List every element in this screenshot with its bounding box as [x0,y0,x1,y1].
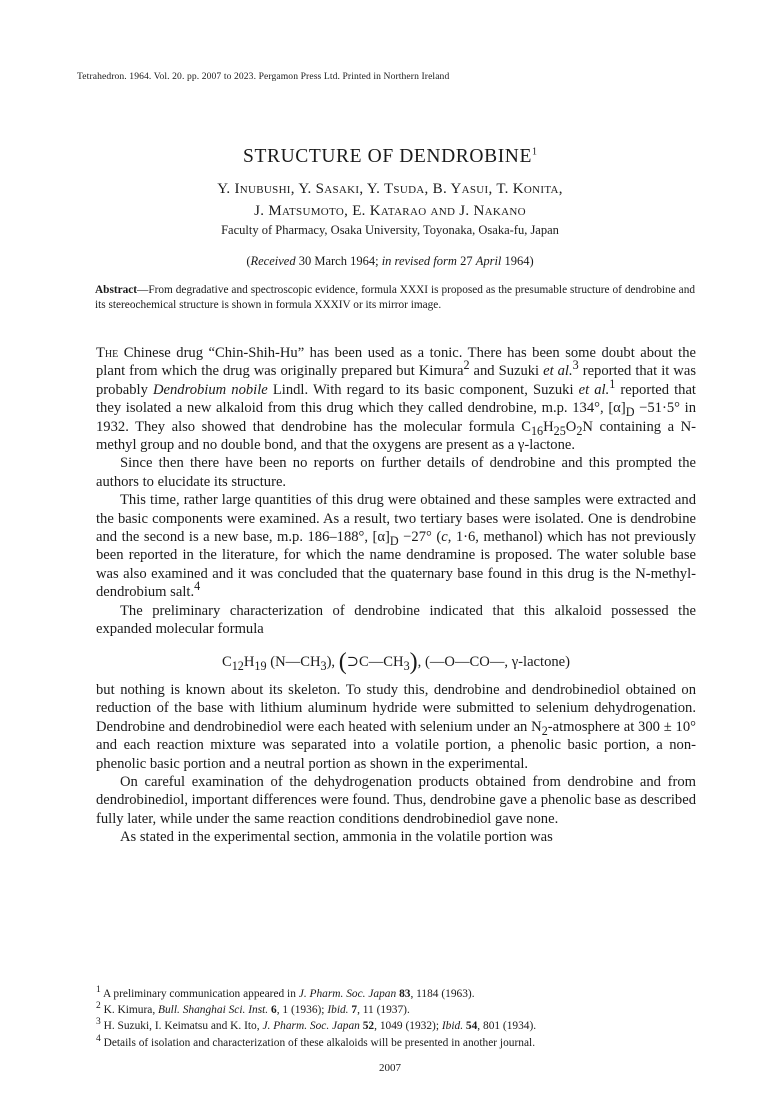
text-run: , 1184 (1963). [410,988,475,1000]
abstract [95,283,695,313]
footnote-number: 1 [96,985,101,996]
article-title [0,146,780,168]
volume: 52 [362,1020,375,1033]
footnote-2 [96,1002,696,1018]
formula-run: , (—O—CO—, γ-lactone) [417,653,571,670]
text-run: H [543,418,554,435]
opening-word: The [96,345,119,361]
subscript: D [625,405,635,420]
ref-marker: 2 [463,358,470,373]
authors-line-1: Y. Inubushi, Y. Sasaki, Y. Tsuda, B. Yasui, T. Konita, [217,181,563,197]
text-run: but nothing is known about its skeleton. To study this, dendrobine and dendrobinediol obtained on reduction of the base with lithium aluminum hydride were submitted to selenium dehydrogenation. Dendrobine and dendrobinediol were each heated with selenium under an N [96,681,696,735]
footnote-1 [96,986,696,1002]
abstract-lead: Abstract [95,284,138,296]
text-run: Lindl. With regard to its basic component, Suzuki [267,381,579,398]
formula-run: C [221,653,232,670]
paragraph-6: On careful examination of the dehydrogenation products obtained from dendrobine and from dendrobinediol, important differences were found. Thus, dendrobine gave a phenolic base as described fully later, while under the same reaction conditions dendrobinediol gave none. [96,773,696,827]
revised-label: in revised form [381,254,457,268]
molecular-formula [96,648,696,675]
text-run: Details of isolation and characterization of these alkaloids will be presented in another journal. [103,1036,536,1049]
subscript: 3 [320,658,327,673]
footnote-number: 2 [96,1001,101,1012]
text-run: , 801 (1934). [477,1020,537,1033]
journal-name: Bull. Shanghai Sci. Inst. [158,1004,269,1017]
formula-run: H [243,653,255,670]
species-name: Dendrobium nobile [152,381,268,398]
received-label: Received [250,254,296,268]
subscript: D [389,533,399,548]
article-body [96,344,696,847]
volume: 7 [351,1004,358,1017]
journal-name: J. Pharm. Soc. Japan [298,988,397,1000]
title-footnote-marker: 1 [531,146,537,158]
text-run: O [565,418,577,435]
title-text: STRUCTURE OF DENDROBINE [243,146,532,167]
text-run: A preliminary communication appeared in [102,988,299,1000]
text-run: N containing a N-methyl group and no double bond, and that the oxygens are present as a γ-lactone. [96,418,696,454]
ref-marker: 1 [609,376,616,391]
ref-marker: 3 [572,358,579,373]
subscript: 3 [403,658,410,673]
abstract-text: —From degradative and spectroscopic evidence, formula XXXI is proposed as the presumable structure of dendrobine and its stereochemical structure is shown in formula XXXIV or its mirror image. [95,284,695,311]
footnote-number: 4 [96,1033,101,1044]
paragraph-7: As stated in the experimental section, ammonia in the volatile portion was [120,829,553,846]
footnotes [96,986,696,1051]
ibid: Ibid. [327,1004,349,1017]
formula-run: ⊃C—CH [346,653,404,670]
text-run: reported that it was probably [96,363,696,398]
text-run: reported that they isolated a new alkaloid from this drug which they called dendrobine, m.p. 134°, [α] [96,381,696,417]
formula-run: ), [326,653,336,670]
text-run: , 1·6, methanol) which has not previously been reported in the literature, for which the name dendramine is proposed. The water soluble base was also examined and it was concluded that the quaternary base found in this drug is the N-methyl-dendrobium salt. [96,529,696,601]
footnote-3 [96,1018,696,1034]
text-run: −27° ( [398,529,442,546]
revised-month: April [475,254,502,268]
journal-name: J. Pharm. Soc. Japan [262,1020,360,1033]
footnote-4 [96,1035,696,1051]
et-al: et al. [543,363,573,380]
formula-run: (N—CH [266,653,321,670]
ref-marker: 4 [194,579,201,594]
affiliation: Faculty of Pharmacy, Osaka University, Toyonaka, Osaka-fu, Japan [221,223,559,237]
left-paren: ( [338,648,347,675]
text-run: This time, rather large quantities of this drug were obtained and these samples were extracted and the basic components were examined. As a result, two tertiary bases were isolated. One is dendrobine and the second is a new base, m.p. 186–188°, [α] [96,492,696,546]
subscript: 16 [530,423,544,438]
paragraph-3 [96,491,696,601]
paragraph-2: Since then there have been no reports on further details of dendrobine and this prompted the authors to elucidate its structure. [96,455,696,490]
revised-day: 27 [460,254,473,268]
subscript: 2 [541,723,548,738]
subscript: 25 [553,423,566,438]
page-number: 2007 [379,1062,401,1074]
volume: 6 [271,1004,277,1017]
text-run: , 1 (1936); [276,1004,328,1017]
et-al: et al. [578,381,610,398]
received-date: 30 March 1964; [298,254,379,268]
volume: 54 [465,1020,478,1033]
revised-year: 1964) [504,254,534,268]
volume: 83 [399,988,411,1000]
text-run: Chinese drug “Chin-Shih-Hu” has been used as a tonic. There has been some doubt about the plant from which the drug was originally prepared but Kimura [96,345,696,380]
footnote-number: 3 [96,1017,101,1028]
subscript: 19 [254,658,267,673]
text-run: −51·5° in 1932. They also showed that dendrobine has the molecular formula C [96,400,697,435]
ibid: Ibid. [441,1020,464,1033]
text-run: -atmosphere at 300 ± 10° and each reaction mixture was separated into a volatile portion, a phenolic basic portion, a non-phenolic basic portion and a neutral portion as shown in the experimental. [96,718,696,772]
paragraph-4: The preliminary characterization of dendrobine indicated that this alkaloid possessed the expanded molecular formula [96,602,696,638]
text-run: H. Suzuki, I. Keimatsu and K. Ito, [103,1020,263,1033]
subscript: 12 [231,658,244,673]
subscript: 2 [576,423,583,438]
paragraph-5 [96,681,696,773]
text-run: , 1049 (1932); [374,1020,442,1033]
paragraph-1 [96,344,696,454]
text-run: K. Kimura, [103,1004,159,1017]
received-dates: (Received 30 March 1964; in revised form 27 April 1964) [246,254,534,268]
concentration-symbol: c [441,529,448,546]
authors-line-2: J. Matsumoto, E. Katarao and J. Nakano [254,203,526,219]
text-run: , 11 (1937). [357,1004,410,1017]
text-run: and Suzuki [469,363,544,380]
running-head: Tetrahedron. 1964. Vol. 20. pp. 2007 to 2023. Pergamon Press Ltd. Printed in Northern Ireland [77,71,450,82]
right-paren: ) [409,648,418,675]
